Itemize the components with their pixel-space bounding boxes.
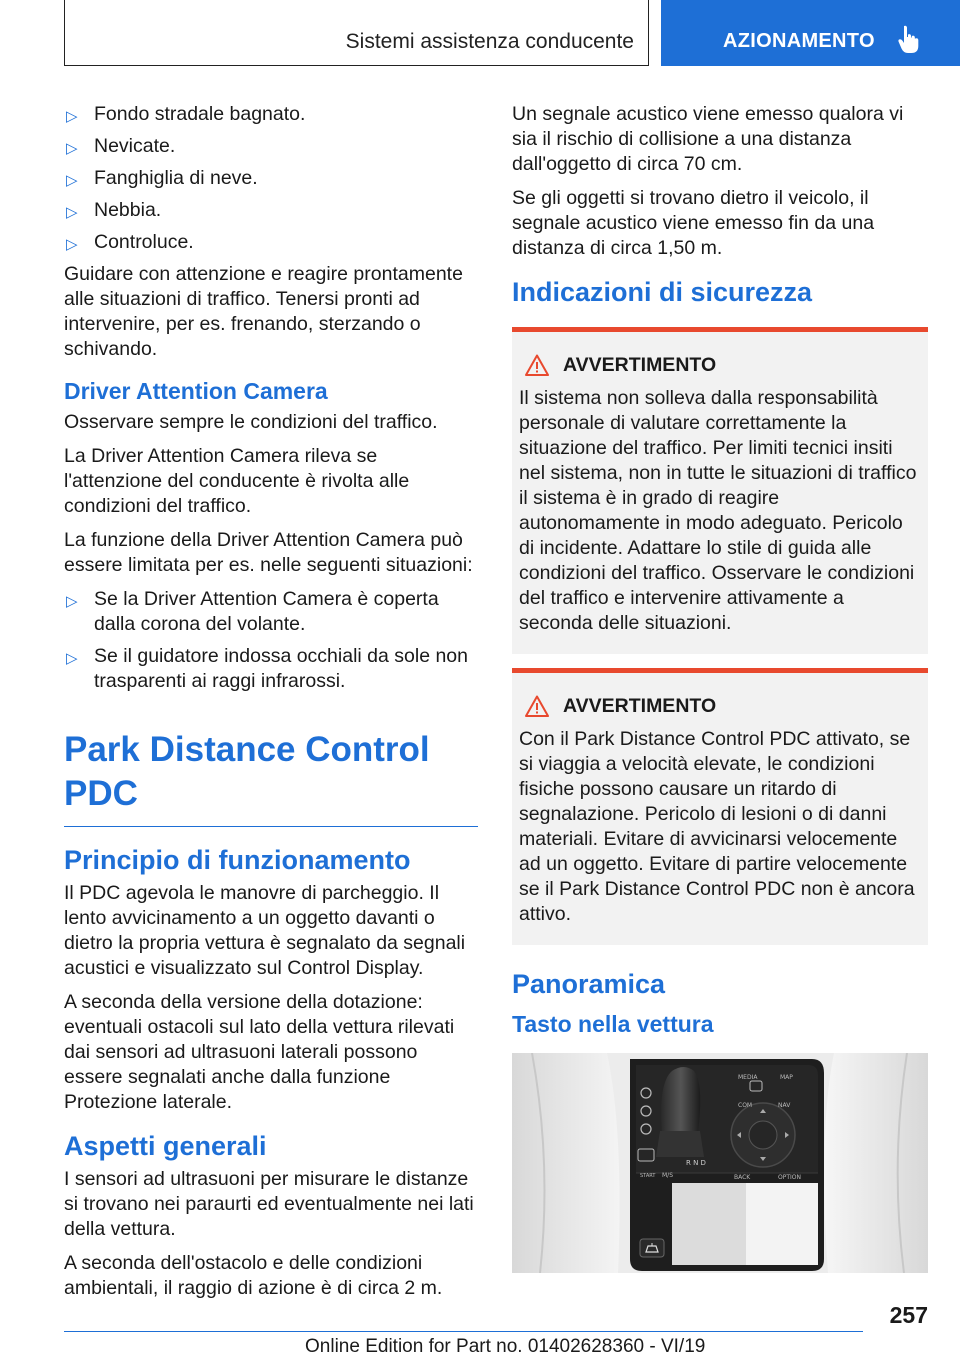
conditions-list [64,102,478,255]
driver-attention-heading: Driver Attention Camera [64,378,328,404]
page-number: 257 [889,1302,928,1328]
button-heading: Tasto nella vettura [512,1011,714,1037]
general-heading: Aspetti generali [64,1131,267,1161]
center-console-illustration [512,1053,928,1273]
paragraph: Osservare sempre le condizioni del traffico. [64,411,438,433]
right-column [512,102,928,1273]
header-chapter-title: AZIONAMENTO [723,30,875,52]
warning-box [512,668,928,945]
start-label: START [640,1173,656,1179]
list-item: ▷ Nevicate. [64,134,478,159]
center-console-photo [512,1053,928,1273]
pdc-button [640,1239,664,1257]
triangle-bullet-icon: ▷ [66,140,78,157]
warning-title: AVVERTIMENTO [563,353,717,376]
warning-text: Con il Park Distance Control PDC attivato, se si viaggia a velocità elevate, le condizioni fisiche possono causare un ritardo di segnalazione. Pericolo di lesioni o di danni materiali. Evitare di avvicinarsi velocemente ad un oggetto. Evitare di partire velocemente se il Park Distance Control PDC non è ancora attivo. [519,728,915,925]
list-item: ▷ Nebbia. [64,198,478,223]
header-section-tab [64,0,649,66]
paragraph: La funzione della Driver Attention Camera può essere limitata per es. nelle seguenti situazioni: [64,529,473,576]
media-label: MEDIA [738,1074,758,1081]
triangle-bullet-icon: ▷ [66,236,78,253]
map-label: MAP [780,1074,793,1081]
triangle-bullet-icon: ▷ [66,650,78,667]
triangle-bullet-icon: ▷ [66,593,78,610]
warning-triangle-icon [525,354,549,376]
option-label: OPTION [778,1174,801,1181]
warning-text: Il sistema non solleva dalla responsabilità personale di valutare correttamente la situazione del traffico. Per limiti tecnici insiti nel sistema, non in tutte le situazioni di traffico il sistema è in grado di reagire autonomamente in modo adeguato. Pericolo di incidente. Adattare lo stile di guida alle condizioni del traffico. Osservare le condizioni del traffico e intervenire attivamente a seconda delle situazioni. [519,387,917,634]
list-item: ▷ Controluce. [64,230,478,255]
gear-label: R N D [686,1159,706,1167]
paragraph: Se gli oggetti si trovano dietro il veicolo, il segnale acustico viene emesso fin da una distanza di circa 1,50 m. [512,187,875,259]
header-chapter-tab [661,0,960,66]
list-item: ▷ Se il guidatore indossa occhiali da sole non trasparenti ai raggi infrarossi. [66,645,468,692]
list-item: ▷ Se la Driver Attention Camera è coperta dalla corona del volante. [66,588,439,635]
ms-label: M/S [662,1172,674,1179]
paragraph: I sensori ad ultrasuoni per misurare le distanze si trovano nei paraurti ed eventualmente nei lati della vettura. [64,1168,474,1240]
list-item: ▷ Fondo stradale bagnato. [64,102,478,127]
pdc-section-title: Park Distance Control PDC [64,728,478,827]
paragraph: Guidare con attenzione e reagire prontamente alle situazioni di traffico. Tenersi pronti ad intervenire, per es. frenando, sterzando o schivando. [64,263,463,360]
com-label: COM [738,1102,753,1109]
paragraph: A seconda della versione della dotazione: eventuali ostacoli sul lato della vettura rilevati dai sensori ad ultrasuoni laterali possono essere segnalati anche dalla funzione Protezione laterale. [64,991,455,1113]
header-section-title: Sistemi assistenza conducente [345,30,634,53]
limitations-list [64,587,478,694]
footer-divider [64,1331,863,1332]
triangle-bullet-icon: ▷ [66,108,78,125]
warning-triangle-icon [525,695,549,717]
paragraph: A seconda dell'ostacolo e delle condizioni ambientali, il raggio di azione è di circa 2 m. [64,1252,443,1299]
paragraph: La Driver Attention Camera rileva se l'attenzione del conducente è rivolta alle condizioni del traffico. [64,445,410,517]
paragraph: Il PDC agevola le manovre di parcheggio. Il lento avvicinamento a un oggetto davanti o dietro la propria vettura è segnalato da segnali acustici e visualizzato sul Control Display. [64,882,466,979]
footer-edition: Online Edition for Part no. 01402628360 - VI/19 [305,1336,706,1357]
back-label: BACK [734,1174,751,1181]
triangle-bullet-icon: ▷ [66,172,78,189]
safety-heading: Indicazioni di sicurezza [512,277,813,307]
list-item: ▷ Fanghiglia di neve. [64,166,478,191]
hand-pointing-icon [897,24,921,54]
triangle-bullet-icon: ▷ [66,204,78,221]
paragraph: Un segnale acustico viene emesso qualora vi sia il rischio di collisione a una distanza dall'oggetto di circa 70 cm. [512,103,904,175]
warning-title: AVVERTIMENTO [563,694,717,717]
nav-label: NAV [778,1102,791,1109]
overview-heading: Panoramica [512,969,666,999]
principle-heading: Principio di funzionamento [64,845,411,875]
warning-box [512,327,928,654]
left-column [64,102,478,1310]
